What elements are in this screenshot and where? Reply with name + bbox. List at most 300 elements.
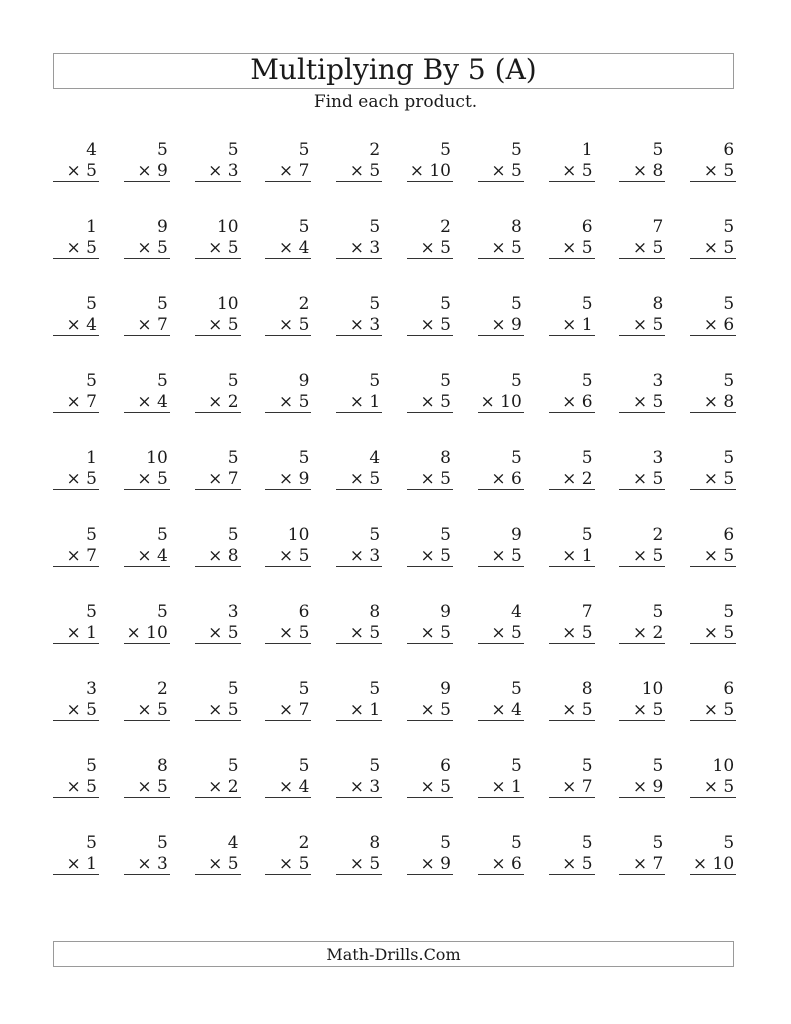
problem-multiplicand: 5 [156, 371, 168, 391]
problem [336, 294, 382, 336]
problem [549, 833, 595, 875]
problem-multiplier: × 1 [562, 315, 593, 335]
problem-multiplicand: 5 [723, 217, 735, 237]
problem [619, 371, 665, 413]
problem [265, 294, 311, 336]
problem [124, 217, 170, 259]
problem-multiplier: × 5 [491, 238, 522, 258]
problem-multiplicand: 5 [156, 140, 168, 160]
problem-multiplier: × 5 [491, 161, 522, 181]
problem-multiplier: × 4 [278, 238, 310, 258]
problem-multiplicand: 6 [581, 217, 593, 237]
problem-multiplier: × 8 [208, 546, 239, 566]
problem-multiplier: × 2 [208, 392, 239, 412]
problem-multiplicand: 10 [216, 217, 239, 237]
problem-multiplier: × 5 [632, 238, 664, 258]
problem-multiplier: × 5 [208, 854, 239, 874]
footer-box [53, 941, 734, 967]
problem [265, 602, 311, 644]
problem-multiplier: × 5 [562, 238, 593, 258]
problem [265, 833, 311, 875]
problem-multiplier: × 5 [420, 623, 451, 643]
problem-multiplicand: 2 [440, 217, 451, 237]
problem-multiplier: × 10 [126, 623, 168, 643]
problem-multiplicand: 5 [652, 602, 664, 622]
problem-multiplier: × 5 [420, 315, 451, 335]
problem-multiplier: × 4 [491, 700, 522, 720]
problem-multiplicand: 5 [581, 756, 593, 776]
title-box [53, 53, 734, 89]
problem-multiplier: × 6 [562, 392, 593, 412]
problem-grid [53, 140, 736, 875]
problem-multiplier: × 5 [562, 700, 593, 720]
problem-multiplicand: 5 [652, 756, 664, 776]
problem-multiplicand: 9 [440, 602, 451, 622]
problem [265, 756, 311, 798]
problem [690, 371, 736, 413]
problem-multiplicand: 5 [723, 448, 735, 468]
problem-multiplier: × 1 [66, 854, 97, 874]
problem [124, 679, 170, 721]
problem-multiplicand: 5 [369, 525, 381, 545]
problem-multiplier: × 7 [278, 161, 310, 181]
problem [336, 140, 382, 182]
problem-multiplier: × 5 [137, 777, 168, 797]
problem-multiplicand: 5 [369, 756, 381, 776]
problem-multiplicand: 5 [298, 448, 310, 468]
problem-multiplicand: 5 [369, 294, 381, 314]
problem [124, 756, 170, 798]
problem-multiplier: × 2 [208, 777, 239, 797]
problem [195, 756, 241, 798]
problem [690, 140, 736, 182]
problem-multiplier: × 9 [491, 315, 522, 335]
problem-multiplicand: 5 [86, 525, 97, 545]
problem [124, 140, 170, 182]
problem [336, 217, 382, 259]
problem [549, 371, 595, 413]
problem [690, 448, 736, 490]
problem-multiplicand: 2 [298, 294, 310, 314]
problem-multiplicand: 5 [652, 833, 664, 853]
problem-multiplier: × 5 [562, 623, 593, 643]
problem [690, 602, 736, 644]
problem-multiplicand: 5 [369, 679, 381, 699]
problem-multiplier: × 3 [349, 238, 381, 258]
problem-multiplicand: 5 [227, 448, 239, 468]
problem-multiplier: × 6 [491, 469, 522, 489]
problem [336, 756, 382, 798]
problem [407, 525, 453, 567]
problem [195, 448, 241, 490]
problem-multiplier: × 4 [137, 546, 168, 566]
problem [53, 294, 99, 336]
problem-multiplicand: 5 [86, 756, 97, 776]
problem [549, 602, 595, 644]
problem-multiplier: × 5 [420, 777, 451, 797]
problem-multiplier: × 7 [137, 315, 168, 335]
problem-multiplier: × 8 [632, 161, 664, 181]
problem [195, 140, 241, 182]
problem-multiplicand: 4 [227, 833, 239, 853]
problem-multiplier: × 4 [278, 777, 310, 797]
problem-multiplier: × 6 [491, 854, 522, 874]
problem-multiplier: × 5 [349, 161, 381, 181]
problem [619, 448, 665, 490]
problem-multiplicand: 5 [227, 371, 239, 391]
problem-multiplier: × 5 [208, 700, 239, 720]
problem-multiplier: × 3 [208, 161, 239, 181]
problem-multiplicand: 8 [156, 756, 168, 776]
problem-multiplicand: 4 [86, 140, 97, 160]
problem-multiplicand: 7 [652, 217, 664, 237]
problem-multiplicand: 5 [298, 140, 310, 160]
problem-multiplicand: 5 [510, 448, 522, 468]
problem [265, 525, 311, 567]
problem-multiplier: × 5 [703, 238, 735, 258]
problem-multiplier: × 5 [562, 854, 593, 874]
problem-multiplicand: 5 [510, 833, 522, 853]
problem [195, 294, 241, 336]
problem [53, 140, 99, 182]
problem-multiplier: × 1 [562, 546, 593, 566]
problem-multiplier: × 5 [66, 238, 97, 258]
problem [478, 602, 524, 644]
problem [690, 294, 736, 336]
problem-multiplicand: 6 [723, 140, 735, 160]
problem [265, 448, 311, 490]
problem-multiplier: × 5 [703, 546, 735, 566]
problem [124, 448, 170, 490]
problem-multiplicand: 5 [86, 294, 97, 314]
problem-multiplier: × 7 [66, 392, 97, 412]
problem-multiplicand: 8 [652, 294, 664, 314]
problem-multiplicand: 5 [298, 756, 310, 776]
problem-multiplier: × 5 [703, 161, 735, 181]
problem [619, 140, 665, 182]
problem [407, 833, 453, 875]
problem-multiplicand: 5 [298, 217, 310, 237]
problem-multiplicand: 5 [440, 525, 451, 545]
problem-multiplicand: 5 [156, 602, 168, 622]
problem [407, 602, 453, 644]
problem-multiplier: × 5 [703, 623, 735, 643]
problem-multiplicand: 5 [440, 294, 451, 314]
problem [407, 756, 453, 798]
problem [336, 833, 382, 875]
problem-multiplicand: 6 [440, 756, 451, 776]
problem-multiplier: × 7 [278, 700, 310, 720]
problem-multiplier: × 5 [278, 546, 310, 566]
problem [478, 371, 524, 413]
problem [407, 679, 453, 721]
problem [124, 371, 170, 413]
problem [619, 294, 665, 336]
problem-multiplier: × 5 [632, 315, 664, 335]
problem [619, 756, 665, 798]
problem-multiplicand: 10 [146, 448, 168, 468]
problem-multiplier: × 10 [692, 854, 735, 874]
problem-multiplier: × 5 [562, 161, 593, 181]
problem [265, 679, 311, 721]
problem-multiplier: × 5 [632, 546, 664, 566]
problem-multiplicand: 2 [156, 679, 168, 699]
problem-multiplier: × 4 [66, 315, 97, 335]
problem-multiplier: × 5 [703, 700, 735, 720]
problem-multiplier: × 3 [349, 777, 381, 797]
problem-multiplicand: 8 [581, 679, 593, 699]
problem [478, 217, 524, 259]
problem [53, 602, 99, 644]
problem-multiplier: × 9 [420, 854, 451, 874]
problem-multiplicand: 6 [723, 679, 735, 699]
problem-multiplier: × 5 [137, 238, 168, 258]
problem-multiplicand: 4 [510, 602, 522, 622]
problem-multiplicand: 3 [652, 448, 664, 468]
problem-multiplier: × 5 [491, 623, 522, 643]
problem-multiplicand: 5 [723, 371, 735, 391]
problem-multiplicand: 5 [581, 833, 593, 853]
problem-multiplier: × 1 [349, 700, 381, 720]
problem-multiplicand: 5 [369, 371, 381, 391]
problem-multiplier: × 5 [420, 392, 451, 412]
problem-multiplicand: 5 [510, 756, 522, 776]
problem-multiplicand: 9 [510, 525, 522, 545]
problem [478, 525, 524, 567]
problem [478, 756, 524, 798]
problem-multiplier: × 9 [632, 777, 664, 797]
problem-multiplicand: 8 [440, 448, 451, 468]
problem [195, 833, 241, 875]
problem-multiplicand: 1 [86, 217, 97, 237]
problem-multiplicand: 5 [440, 140, 451, 160]
problem-multiplier: × 10 [409, 161, 451, 181]
problem-multiplicand: 5 [227, 140, 239, 160]
problem [124, 833, 170, 875]
problem-multiplicand: 2 [298, 833, 310, 853]
problem-multiplier: × 6 [703, 315, 735, 335]
problem-multiplicand: 5 [652, 140, 664, 160]
problem-multiplier: × 5 [66, 700, 97, 720]
problem [195, 371, 241, 413]
problem [53, 448, 99, 490]
problem [124, 525, 170, 567]
problem-multiplier: × 5 [278, 392, 310, 412]
problem [690, 679, 736, 721]
problem-multiplier: × 3 [349, 546, 381, 566]
problem [549, 217, 595, 259]
problem-multiplier: × 5 [66, 161, 97, 181]
problem [407, 371, 453, 413]
problem-multiplicand: 9 [156, 217, 168, 237]
problem [265, 140, 311, 182]
problem-multiplicand: 3 [652, 371, 664, 391]
problem-multiplier: × 5 [703, 469, 735, 489]
problem-multiplier: × 7 [562, 777, 593, 797]
problem-multiplier: × 5 [278, 315, 310, 335]
problem-multiplicand: 8 [510, 217, 522, 237]
problem-multiplicand: 5 [581, 525, 593, 545]
problem-multiplier: × 7 [208, 469, 239, 489]
problem [336, 448, 382, 490]
problem-multiplier: × 7 [66, 546, 97, 566]
problem-multiplicand: 2 [652, 525, 664, 545]
problem-multiplicand: 5 [723, 833, 735, 853]
problem [619, 525, 665, 567]
problem-multiplicand: 5 [581, 294, 593, 314]
problem [195, 679, 241, 721]
problem-multiplier: × 5 [208, 238, 239, 258]
problem-multiplier: × 9 [137, 161, 168, 181]
problem-multiplier: × 5 [278, 623, 310, 643]
problem [336, 525, 382, 567]
problem [195, 217, 241, 259]
problem-multiplicand: 4 [369, 448, 381, 468]
problem-multiplicand: 5 [510, 140, 522, 160]
problem-multiplier: × 5 [632, 700, 664, 720]
problem [549, 525, 595, 567]
problem [53, 217, 99, 259]
problem-multiplicand: 5 [440, 833, 451, 853]
problem [478, 294, 524, 336]
problem-multiplicand: 1 [86, 448, 97, 468]
problem-multiplier: × 5 [349, 854, 381, 874]
worksheet-title: Multiplying By 5 (A) [250, 53, 537, 86]
footer-site: Math-Drills.Com [326, 944, 461, 964]
problem-multiplier: × 5 [278, 854, 310, 874]
problem [690, 525, 736, 567]
problem [478, 833, 524, 875]
problem-multiplicand: 5 [86, 602, 97, 622]
problem-multiplicand: 5 [86, 833, 97, 853]
problem [549, 679, 595, 721]
problem [690, 217, 736, 259]
problem [336, 679, 382, 721]
problem [478, 679, 524, 721]
problem [53, 833, 99, 875]
problem [195, 602, 241, 644]
problem-multiplier: × 5 [420, 546, 451, 566]
problem [336, 602, 382, 644]
problem-multiplicand: 10 [287, 525, 310, 545]
problem [407, 294, 453, 336]
problem-multiplier: × 1 [491, 777, 522, 797]
problem-multiplier: × 2 [562, 469, 593, 489]
problem [53, 371, 99, 413]
problem-multiplicand: 5 [723, 602, 735, 622]
problem-multiplicand: 10 [216, 294, 239, 314]
problem-multiplicand: 5 [581, 448, 593, 468]
problem-multiplier: × 5 [632, 392, 664, 412]
problem-multiplier: × 5 [208, 315, 239, 335]
problem-multiplier: × 2 [632, 623, 664, 643]
problem [124, 602, 170, 644]
problem-multiplicand: 9 [298, 371, 310, 391]
problem-multiplicand: 8 [369, 833, 381, 853]
problem [619, 833, 665, 875]
problem-multiplier: × 5 [420, 469, 451, 489]
instructions: Find each product. [313, 92, 478, 112]
problem-multiplicand: 5 [440, 371, 451, 391]
problem-multiplicand: 5 [227, 679, 239, 699]
problem [53, 679, 99, 721]
problem-multiplicand: 5 [227, 525, 239, 545]
problem [690, 833, 736, 875]
problem [549, 294, 595, 336]
problem [619, 679, 665, 721]
problem-multiplicand: 5 [369, 217, 381, 237]
problem-multiplicand: 8 [369, 602, 381, 622]
problem-multiplicand: 5 [510, 679, 522, 699]
problem-multiplicand: 5 [723, 294, 735, 314]
problem [549, 448, 595, 490]
problem-multiplier: × 5 [208, 623, 239, 643]
problem [265, 371, 311, 413]
problem-multiplicand: 5 [510, 371, 522, 391]
problem [407, 140, 453, 182]
problem-multiplicand: 5 [510, 294, 522, 314]
problem-multiplier: × 1 [349, 392, 381, 412]
problem-multiplier: × 5 [420, 238, 451, 258]
problem [549, 756, 595, 798]
problem-multiplicand: 6 [723, 525, 735, 545]
problem-multiplier: × 5 [66, 469, 97, 489]
problem [407, 448, 453, 490]
problem-multiplicand: 5 [298, 679, 310, 699]
problem [53, 525, 99, 567]
problem-multiplier: × 10 [480, 392, 522, 412]
problem-multiplier: × 5 [420, 700, 451, 720]
problem [265, 217, 311, 259]
problem-multiplier: × 5 [491, 546, 522, 566]
problem [690, 756, 736, 798]
problem-multiplicand: 5 [227, 756, 239, 776]
problem-multiplicand: 5 [156, 833, 168, 853]
problem-multiplicand: 3 [227, 602, 239, 622]
problem-multiplicand: 5 [581, 371, 593, 391]
problem-multiplicand: 5 [86, 371, 97, 391]
problem-multiplicand: 5 [156, 294, 168, 314]
problem [336, 371, 382, 413]
problem-multiplicand: 2 [369, 140, 381, 160]
problem-multiplier: × 5 [349, 469, 381, 489]
problem-multiplicand: 10 [712, 756, 735, 776]
problem [53, 756, 99, 798]
problem-multiplicand: 10 [641, 679, 664, 699]
problem-multiplier: × 5 [703, 777, 735, 797]
problem-multiplicand: 6 [298, 602, 310, 622]
problem-multiplier: × 9 [278, 469, 310, 489]
problem-multiplier: × 7 [632, 854, 664, 874]
problem-multiplicand: 1 [581, 140, 593, 160]
problem-multiplier: × 5 [66, 777, 97, 797]
problem-multiplicand: 9 [440, 679, 451, 699]
problem-multiplier: × 3 [349, 315, 381, 335]
problem-multiplier: × 5 [632, 469, 664, 489]
problem [478, 140, 524, 182]
problem [407, 217, 453, 259]
problem-multiplier: × 3 [137, 854, 168, 874]
problem [124, 294, 170, 336]
problem [619, 602, 665, 644]
problem [549, 140, 595, 182]
problem-multiplier: × 8 [703, 392, 735, 412]
problem-multiplicand: 3 [86, 679, 97, 699]
problem-multiplier: × 4 [137, 392, 168, 412]
problem-multiplier: × 5 [349, 623, 381, 643]
problem [195, 525, 241, 567]
problem-multiplicand: 7 [581, 602, 593, 622]
